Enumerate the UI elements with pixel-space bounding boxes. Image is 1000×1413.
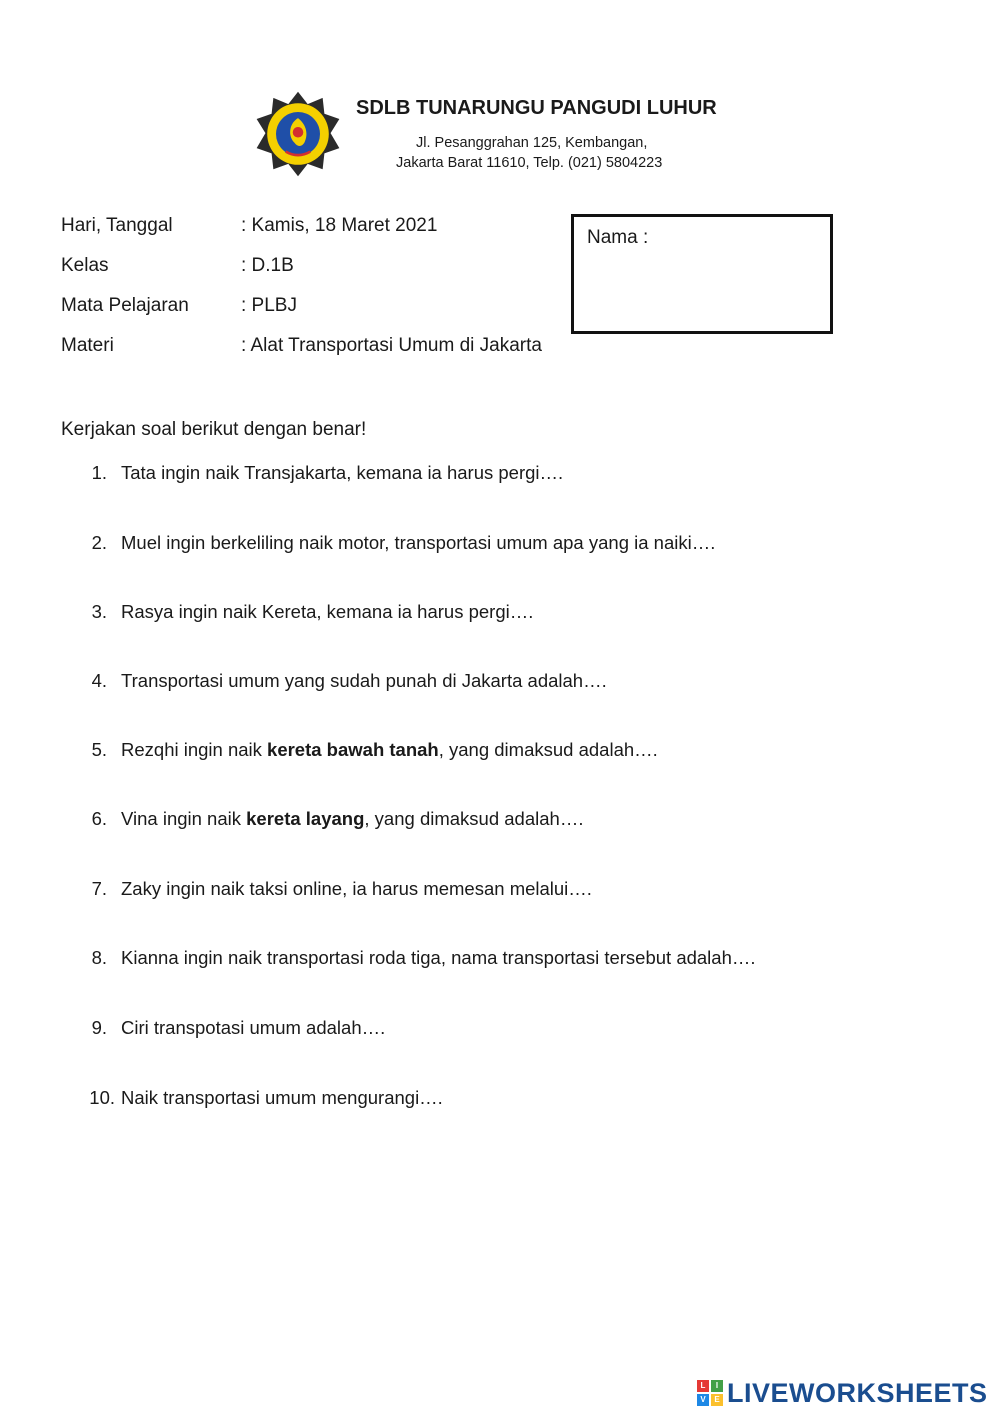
question-text xyxy=(121,739,658,761)
question-number: 6. xyxy=(91,808,107,829)
info-label-topic: Materi xyxy=(61,335,114,356)
question-text: Tata ingin naik Transjakarta, kemana ia harus pergi…. xyxy=(121,462,564,483)
logo-tile: E xyxy=(711,1394,723,1406)
info-label-subject: Mata Pelajaran xyxy=(61,295,189,316)
question-number: 3. xyxy=(91,601,107,622)
question-text: Ciri transpotasi umum adalah…. xyxy=(121,1017,386,1038)
question-keyword: kereta bawah tanah xyxy=(267,739,439,760)
liveworksheets-logo-icon xyxy=(697,1380,723,1406)
info-value-class: : D.1B xyxy=(241,255,294,276)
school-address-line2: Jakarta Barat 11610, Telp. (021) 5804223 xyxy=(396,155,663,171)
question-number: 7. xyxy=(91,878,107,899)
info-value-subject: : PLBJ xyxy=(241,295,297,316)
question-number: 4. xyxy=(91,670,107,691)
question-text-part: Vina ingin naik xyxy=(121,808,247,829)
instruction-text: Kerjakan soal berikut dengan benar! xyxy=(61,419,367,440)
info-value-date: : Kamis, 18 Maret 2021 xyxy=(241,215,438,236)
question-text xyxy=(121,808,583,830)
logo-tile: I xyxy=(711,1380,723,1392)
question-keyword: kereta layang xyxy=(246,808,365,829)
question-text: Rasya ingin naik Kereta, kemana ia harus pergi…. xyxy=(121,601,534,622)
liveworksheets-watermark xyxy=(697,1376,988,1410)
question-text: Muel ingin berkeliling naik motor, transportasi umum apa yang ia naiki…. xyxy=(121,532,716,553)
question-text-part: , yang dimaksud adalah…. xyxy=(438,739,658,760)
info-label-date: Hari, Tanggal xyxy=(61,215,173,236)
question-text: Naik transportasi umum mengurangi…. xyxy=(121,1087,443,1108)
info-label-class: Kelas xyxy=(61,255,109,276)
school-name: SDLB TUNARUNGU PANGUDI LUHUR xyxy=(356,97,717,119)
question-text: Kianna ingin naik transportasi roda tiga, nama transportasi tersebut adalah…. xyxy=(121,947,756,968)
question-number: 10. xyxy=(89,1087,115,1108)
question-text-part: , yang dimaksud adalah…. xyxy=(364,808,584,829)
question-number: 8. xyxy=(91,947,107,968)
logo-dot xyxy=(293,127,304,138)
name-box[interactable] xyxy=(571,214,833,334)
question-number: 2. xyxy=(91,532,107,553)
question-number: 5. xyxy=(91,739,107,760)
question-text-part: Rezqhi ingin naik xyxy=(121,739,268,760)
logo-tile: V xyxy=(697,1394,709,1406)
question-number: 1. xyxy=(91,462,107,483)
question-text: Transportasi umum yang sudah punah di Jakarta adalah…. xyxy=(121,670,607,691)
name-label: Nama : xyxy=(587,227,649,248)
question-text: Zaky ingin naik taksi online, ia harus memesan melalui…. xyxy=(121,878,592,899)
school-address-line1: Jl. Pesanggrahan 125, Kembangan, xyxy=(416,135,648,151)
watermark-text: LIVEWORKSHEETS xyxy=(727,1377,988,1408)
question-number: 9. xyxy=(91,1017,107,1038)
logo-tile: L xyxy=(697,1380,709,1392)
info-value-topic: : Alat Transportasi Umum di Jakarta xyxy=(241,335,542,356)
school-logo xyxy=(254,90,342,178)
